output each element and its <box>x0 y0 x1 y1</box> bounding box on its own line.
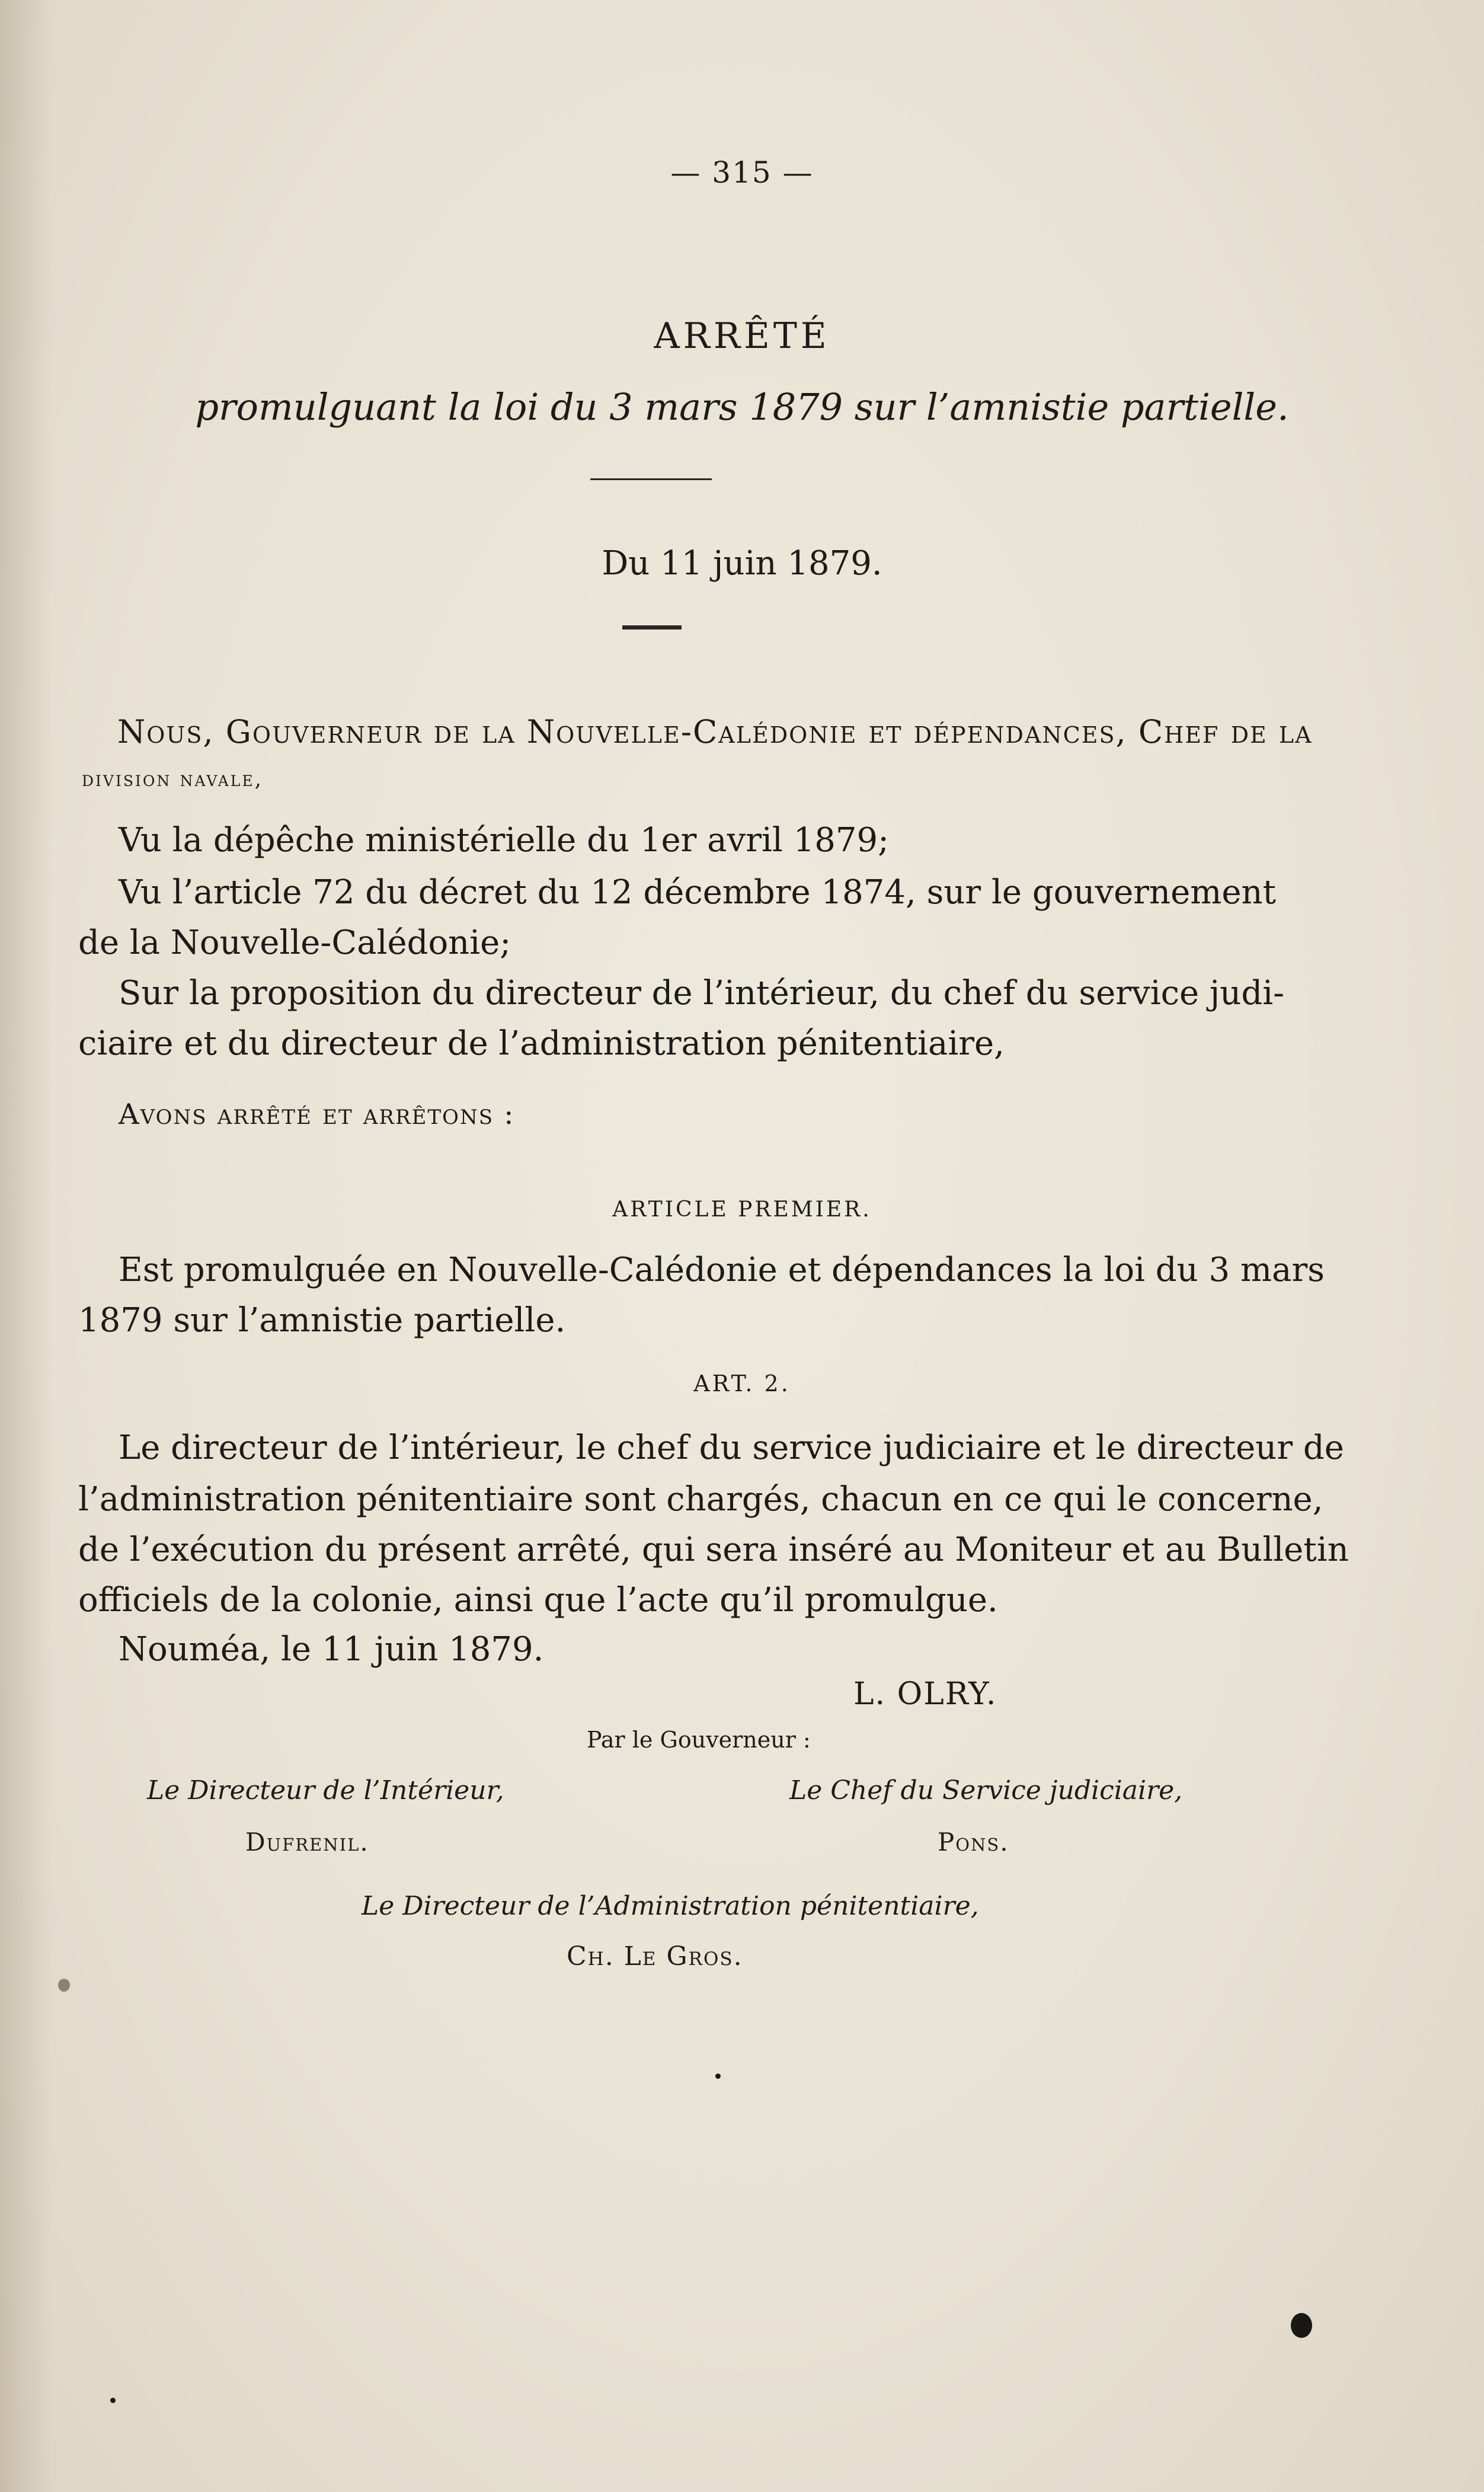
ink-speck <box>715 2074 721 2079</box>
document-subtitle: promulguant la loi du 3 mars 1879 sur l’amnistie partielle. <box>195 385 1289 429</box>
document-date: Du 11 juin 1879. <box>602 544 882 583</box>
governor-signature: L. OLRY. <box>853 1676 997 1712</box>
article-2-line-4: officiels de la colonie, ainsi que l’acte qu’il promulgue. <box>78 1581 998 1619</box>
article-1-line-1: Est promulguée en Nouvelle-Calédonie et dépendances la loi du 3 mars <box>119 1251 1325 1289</box>
article-2-line-2: l’administration pénitentiaire sont chargés, chacun en ce qui le concerne, <box>78 1480 1323 1519</box>
title-divider <box>590 478 712 480</box>
page-edge-shadow <box>0 0 53 2492</box>
document-title: ARRÊTÉ <box>654 315 830 357</box>
ink-spot <box>1291 2313 1312 2338</box>
paper-blemish <box>58 1979 70 1992</box>
visa-line-4: Sur la proposition du directeur de l’intérieur, du chef du service judi- <box>119 974 1285 1012</box>
preamble-line-2: division navale, <box>82 767 264 791</box>
arretons-formula: Avons arrêté et arrêtons : <box>119 1098 515 1131</box>
page-number: — 315 — <box>670 155 814 190</box>
article-2-line-1: Le directeur de l’intérieur, le chef du service judiciaire et le directeur de <box>119 1429 1344 1467</box>
visa-line-2: Vu l’article 72 du décret du 12 décembre 1874, sur le gouvernement <box>119 873 1277 912</box>
administration-name: Ch. Le Gros. <box>567 1941 743 1972</box>
ink-speck <box>110 2398 116 2403</box>
place-and-date: Nouméa, le 11 juin 1879. <box>119 1630 544 1669</box>
date-divider <box>622 625 682 630</box>
article-1-heading: ARTICLE PREMIER. <box>612 1197 872 1222</box>
visa-line-5: ciaire et du directeur de l’administration pénitentiaire, <box>78 1024 1005 1063</box>
preamble-line-1: Nous, Gouverneur de la Nouvelle-Calédonie et dépendances, Chef de la <box>117 713 1313 750</box>
article-2-heading: ART. 2. <box>693 1370 791 1397</box>
interieur-title: Le Directeur de l’Intérieur, <box>147 1775 504 1806</box>
judiciaire-title: Le Chef du Service judiciaire, <box>789 1775 1183 1806</box>
visa-line-3: de la Nouvelle-Calédonie; <box>78 924 511 962</box>
article-2-line-3: de l’exécution du présent arrêté, qui sera inséré au Moniteur et au Bulletin <box>78 1531 1349 1569</box>
visa-line-1: Vu la dépêche ministérielle du 1er avril 1879; <box>119 821 889 860</box>
interieur-name: Dufrenil. <box>245 1828 369 1857</box>
article-1-line-2: 1879 sur l’amnistie partielle. <box>78 1301 566 1340</box>
judiciaire-name: Pons. <box>938 1828 1009 1857</box>
administration-title: Le Directeur de l’Administration pénitentiaire, <box>362 1891 979 1921</box>
par-le-gouverneur: Par le Gouverneur : <box>587 1727 811 1753</box>
